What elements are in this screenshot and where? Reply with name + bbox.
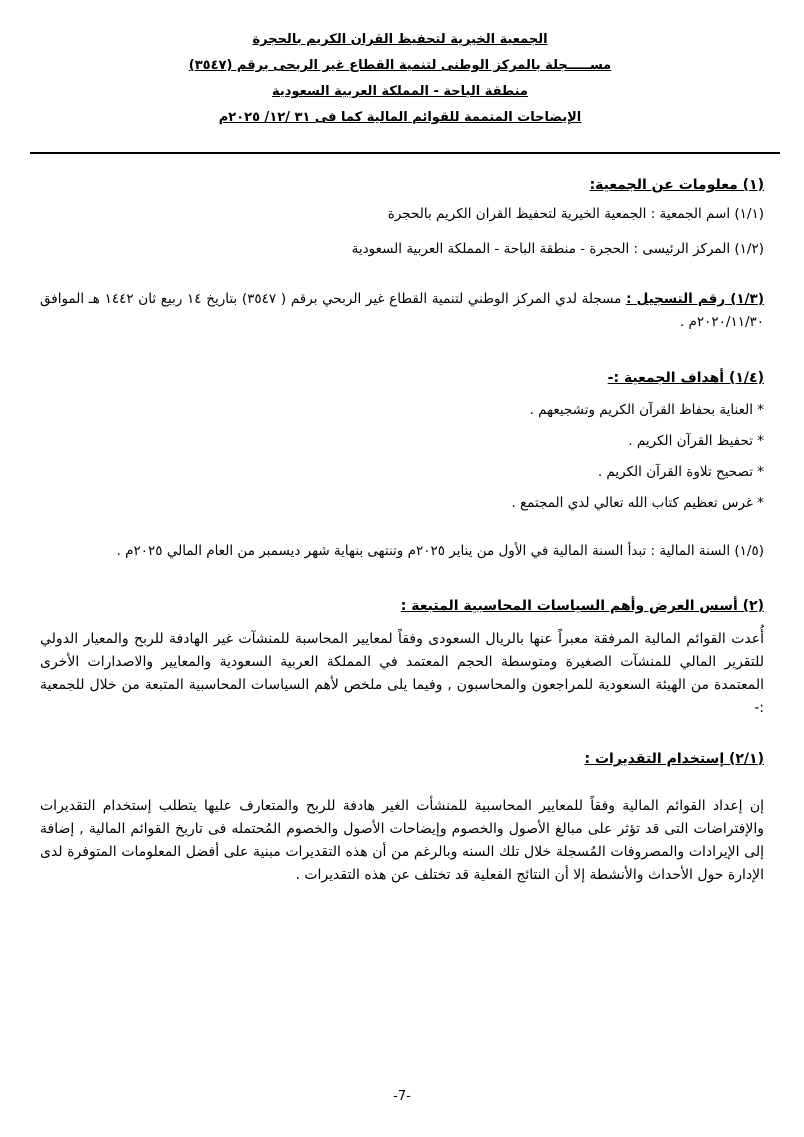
section-1-title: (١) معلومات عن الجمعية: xyxy=(589,177,764,193)
header-title: الجمعية الخيرية لتحفيظ القران الكريم بالحجرة xyxy=(252,32,548,47)
fiscal-year-line: (١/٥) السنة المالية : تبدأ السنة المالية في الأول من يناير ٢٠٢٥م وتنتهى بنهاية شهر ديسمبر من العام المالي ٢٠٢٥م . xyxy=(116,543,764,559)
section-2-title: (٢) أسس العرض وأهم السياسات المحاسبية المتبعة : xyxy=(400,598,764,614)
registration-label: (١/٣) رقم التسجيل : xyxy=(626,291,764,307)
goal-item: * تصحيح تلاوة القرآن الكريم . xyxy=(597,464,764,480)
goal-item: * غرس تعظيم كتاب الله تعالي لدي المجتمع . xyxy=(511,495,764,511)
header-region: منطقة الباحة - المملكة العربية السعودية xyxy=(272,84,528,99)
header-report-title: الإيضاحات المتممة للقوائم المالية كما فى ٣١ /١٢/ ٢٠٢٥م xyxy=(218,110,582,125)
registration-paragraph xyxy=(40,288,764,334)
section-2-1-title: (٢/١) إستخدام التقديرات : xyxy=(584,751,764,767)
section-2-1-paragraph: إن إعداد القوائم المالية وفقاً للمعايير المحاسبية للمنشأت الغير هادفة للربح والمتعارف عليها يتطلب إستخدام التقديرات والإفتراضات التى قد تؤثر على مبالغ الأصول والخصوم وإيضاحات الأصول والخصوم المُحتمله فى تاريخ القوائم المالية , إضافة إلى الإيرادات والمصروفات المُسجلة خلال تلك السنه وبالرغم من أن هذه التقديرات مبنية على أفضل المعلومات المتوفرة لدى الإدارة حول الأحداث والأنشطة إلا أن النتائج الفعلية قد تختلف عن هذه التقديرات . xyxy=(40,798,764,883)
header-divider xyxy=(30,152,780,154)
headquarters-line: (١/٢) المركز الرئيسى : الحجرة - منطقة الباحة - المملكة العربية السعودية xyxy=(351,241,764,257)
page-number: -7- xyxy=(393,1089,411,1104)
registration-text: مسجلة لدي المركز الوطني لتنمية القطاع غير الربحي برقم ( ٣٥٤٧) بتاريخ ١٤ ربيع ثان ١٤٤٢ هـ الموافق ٢٠٢٠/١١/٣٠م . xyxy=(40,291,764,330)
association-name-line: (١/١) اسم الجمعية : الجمعية الخيرية لتحفيظ القران الكريم بالحجرة xyxy=(387,206,764,222)
goal-item: * تحفيظ القرآن الكريم . xyxy=(628,433,764,449)
section-2-paragraph: أُعدت القوائم المالية المرفقة معبراً عنها بالريال السعودى وفقاً لمعايير المحاسبة للمنشآت غير الهادفة للربح والمعيار الدولي للتقرير المالي للمنشآت الصغيرة ومتوسطة الحجم المعتمد في المملكة العربية السعودية والمعايير والاصدارات الأخرى المعتمدة من الهيئة السعودية للمراجعون والمحاسبون , وفيما يلى ملخص لأهم السياسات المحاسبية المتبعة من خلال للجمعية :- xyxy=(40,631,764,716)
goals-title: (١/٤) أهداف الجمعية :- xyxy=(607,370,764,386)
header-registration: مســـــجلة بالمركز الوطنى لتنمية القطاع غير الربحى برقم (٣٥٤٧) xyxy=(188,58,612,73)
goal-item: * العناية بحفاظ القرآن الكريم وتشجيعهم . xyxy=(529,402,764,418)
